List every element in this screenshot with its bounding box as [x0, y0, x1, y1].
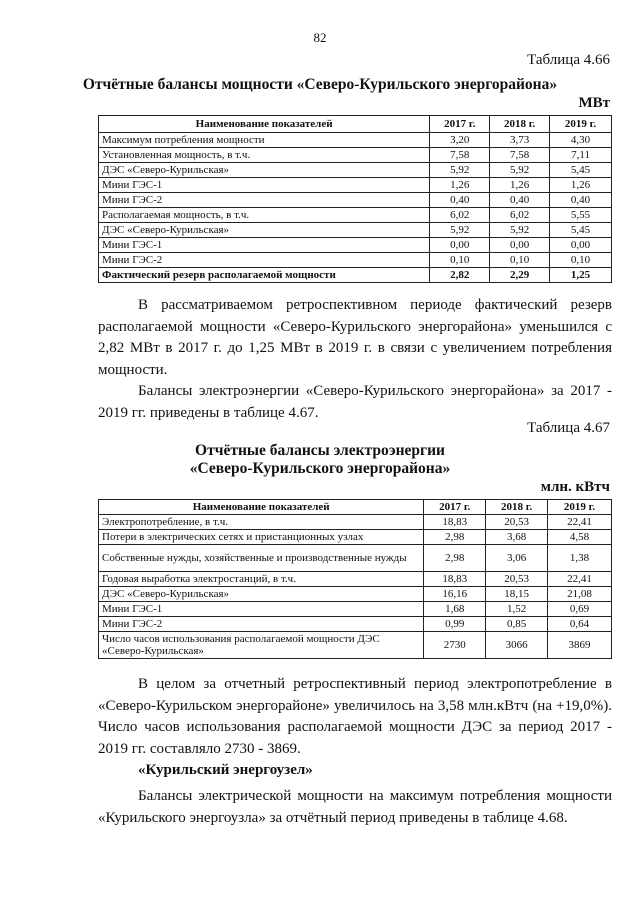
table-row [99, 163, 612, 178]
row-label: Потери в электрических сетях и пристанционных узлах [99, 530, 424, 545]
table-cell: 5,92 [490, 223, 550, 238]
table-row [99, 530, 612, 545]
table-cell: 5,92 [430, 223, 490, 238]
section-heading: «Курильский энергоузел» [138, 762, 313, 778]
row-label: Собственные нужды, хозяйственные и производственные нужды [99, 545, 424, 572]
table-cell: 3066 [486, 632, 548, 659]
table-cell: 22,41 [548, 515, 612, 530]
table-row [99, 238, 612, 253]
table-row [99, 572, 612, 587]
column-header: 2019 г. [550, 116, 612, 133]
table-row [99, 133, 612, 148]
table-cell: 0,40 [430, 193, 490, 208]
column-header: 2017 г. [430, 116, 490, 133]
table-row [99, 617, 612, 632]
table-cell: 6,02 [430, 208, 490, 223]
table-cell: 21,08 [548, 587, 612, 602]
row-label: Установленная мощность, в т.ч. [99, 148, 430, 163]
table-cell: 18,83 [424, 515, 486, 530]
table-cell: 3869 [548, 632, 612, 659]
paragraph [98, 786, 612, 829]
paragraph-text: Балансы электрической мощности на максимум потребления мощности «Курильского энергоузла» за отчётный период приведены в таблице 4.68. [98, 788, 612, 826]
row-label: Располагаемая мощность, в т.ч. [99, 208, 430, 223]
table-cell: 0,64 [548, 617, 612, 632]
table-cell: 7,11 [550, 148, 612, 163]
table-cell: 1,68 [424, 602, 486, 617]
column-header: Наименование показателей [99, 500, 424, 515]
power-balance-table [98, 115, 612, 283]
table-cell: 1,26 [430, 178, 490, 193]
table-cell: 2,82 [430, 268, 490, 283]
table-cell: 5,92 [490, 163, 550, 178]
table-cell: 2,29 [490, 268, 550, 283]
table-row [99, 515, 612, 530]
table-cell: 0,99 [424, 617, 486, 632]
table-cell: 0,00 [490, 238, 550, 253]
row-label: Мини ГЭС-2 [99, 617, 424, 632]
table-cell: 0,10 [490, 253, 550, 268]
paragraph [98, 674, 612, 760]
paragraph [98, 295, 612, 424]
table-cell: 0,10 [550, 253, 612, 268]
row-label: ДЭС «Северо-Курильская» [99, 223, 430, 238]
column-header: 2018 г. [490, 116, 550, 133]
table-cell: 0,40 [490, 193, 550, 208]
column-header: Наименование показателей [99, 116, 430, 133]
table-title: Отчётные балансы мощности «Северо-Курильского энергорайона» [82, 76, 558, 93]
table-row [99, 178, 612, 193]
table-cell: 0,85 [486, 617, 548, 632]
table-cell: 1,52 [486, 602, 548, 617]
table-row [99, 632, 612, 659]
energy-balance-table [98, 499, 612, 659]
table-cell: 7,58 [490, 148, 550, 163]
table-title: «Северо-Курильского энергорайона» [189, 460, 451, 477]
table-row [99, 602, 612, 617]
table-cell: 2,98 [424, 545, 486, 572]
table-cell: 6,02 [490, 208, 550, 223]
table-row [99, 545, 612, 572]
row-label: ДЭС «Северо-Курильская» [99, 163, 430, 178]
table-cell: 3,06 [486, 545, 548, 572]
column-header: 2019 г. [548, 500, 612, 515]
table-cell: 20,53 [486, 572, 548, 587]
table-title: Отчётные балансы электроэнергии [195, 442, 445, 459]
page-number: 82 [313, 30, 327, 45]
table-row [99, 587, 612, 602]
table-cell: 18,15 [486, 587, 548, 602]
row-label: Максимум потребления мощности [99, 133, 430, 148]
table-cell: 5,55 [550, 208, 612, 223]
table-cell: 2,98 [424, 530, 486, 545]
table-cell: 0,00 [430, 238, 490, 253]
table-caption: Таблица 4.67 [527, 420, 610, 436]
row-label: Фактический резерв располагаемой мощности [99, 268, 430, 283]
table-caption: Таблица 4.66 [527, 52, 610, 68]
table-cell: 2730 [424, 632, 486, 659]
table-cell: 0,40 [550, 193, 612, 208]
table-cell: 20,53 [486, 515, 548, 530]
table-row [99, 148, 612, 163]
table-row [99, 268, 612, 283]
row-label: ДЭС «Северо-Курильская» [99, 587, 424, 602]
row-label: Годовая выработка электростанций, в т.ч. [99, 572, 424, 587]
paragraph-text: Балансы электроэнергии «Северо-Курильского энергорайона» за 2017 - 2019 гг. приведены в таблице 4.67. [98, 383, 612, 421]
row-label: Мини ГЭС-1 [99, 178, 430, 193]
table-cell: 1,38 [548, 545, 612, 572]
column-header: 2018 г. [486, 500, 548, 515]
column-header: 2017 г. [424, 500, 486, 515]
table-unit: млн. кВтч [540, 479, 610, 495]
table-cell: 7,58 [430, 148, 490, 163]
table-cell: 0,10 [430, 253, 490, 268]
table-cell: 1,26 [490, 178, 550, 193]
table-cell: 0,00 [550, 238, 612, 253]
paragraph-text: В целом за отчетный ретроспективный период электропотребление в «Северо-Курильском энергорайоне» увеличилось на 3,58 млн.кВтч (на +19,0%). Число часов использования располагаемой мощности ДЭС за период 2017 - 2019 гг. составляло 2730 - 3869. [98, 676, 612, 757]
table-cell: 0,69 [548, 602, 612, 617]
paragraph-text: В рассматриваемом ретроспективном периоде фактический резерв располагаемой мощности «Северо-Курильского энергорайона» уменьшился с 2,82 МВт в 2017 г. до 1,25 МВт в 2019 г. в связи с увеличением потребления мощности. [98, 297, 612, 378]
row-label: Число часов использования располагаемой мощности ДЭС «Северо-Курильская» [99, 632, 424, 659]
table-row [99, 208, 612, 223]
row-label: Мини ГЭС-1 [99, 238, 430, 253]
table-cell: 3,73 [490, 133, 550, 148]
table-cell: 1,26 [550, 178, 612, 193]
table-row [99, 253, 612, 268]
table-cell: 1,25 [550, 268, 612, 283]
table-cell: 16,16 [424, 587, 486, 602]
row-label: Мини ГЭС-1 [99, 602, 424, 617]
row-label: Мини ГЭС-2 [99, 253, 430, 268]
table-row [99, 193, 612, 208]
table-cell: 4,30 [550, 133, 612, 148]
table-unit: МВт [578, 95, 610, 111]
table-cell: 3,20 [430, 133, 490, 148]
table-cell: 5,45 [550, 163, 612, 178]
row-label: Электропотребление, в т.ч. [99, 515, 424, 530]
table-cell: 5,45 [550, 223, 612, 238]
table-cell: 4,58 [548, 530, 612, 545]
row-label: Мини ГЭС-2 [99, 193, 430, 208]
table-cell: 3,68 [486, 530, 548, 545]
table-row [99, 223, 612, 238]
table-cell: 5,92 [430, 163, 490, 178]
table-cell: 18,83 [424, 572, 486, 587]
table-cell: 22,41 [548, 572, 612, 587]
